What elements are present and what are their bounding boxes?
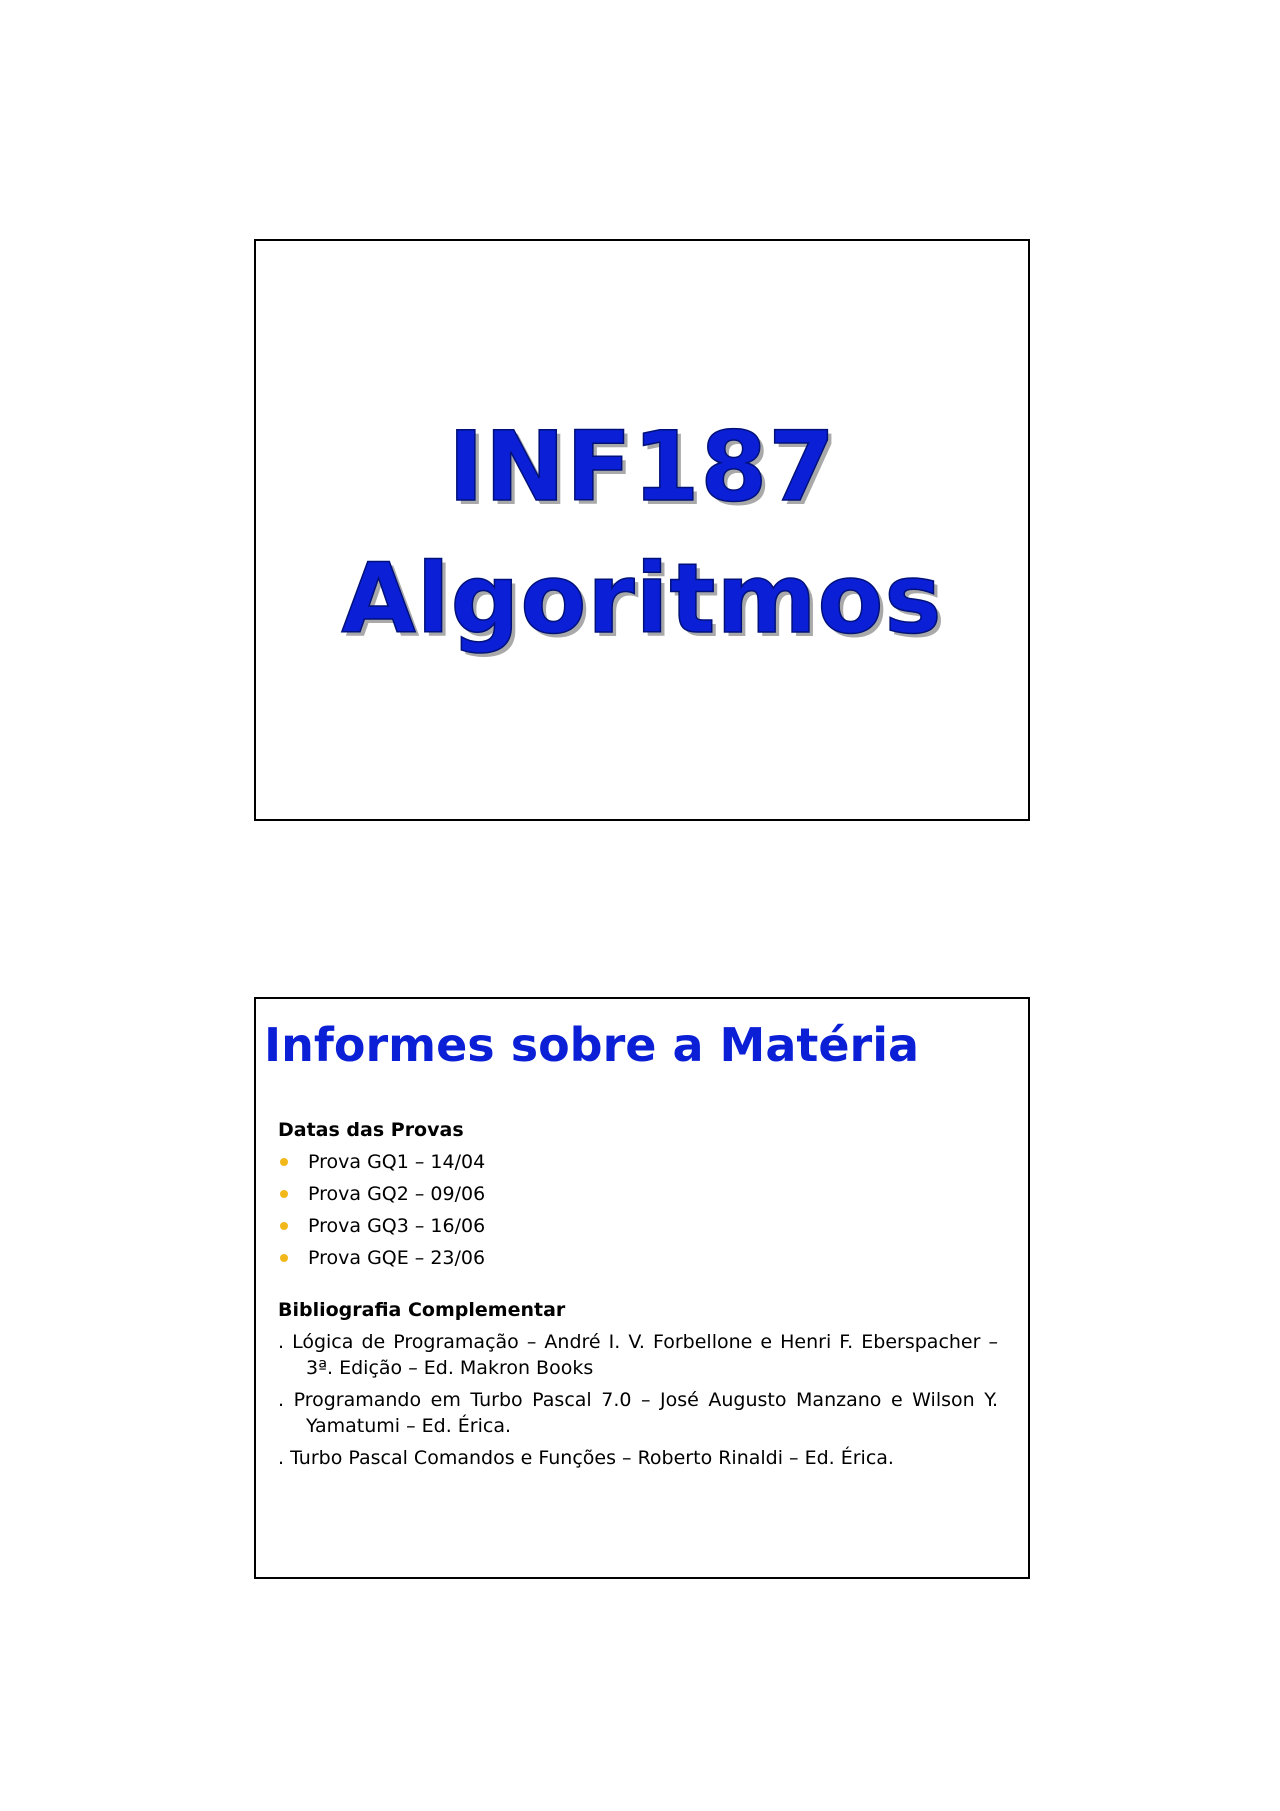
list-item [278, 1245, 998, 1271]
slide-title-page [254, 239, 1030, 821]
slide-content [278, 1117, 998, 1477]
bullet-dot-icon [280, 1158, 288, 1166]
exam-date-text: Prova GQ3 – 16/06 [308, 1215, 486, 1237]
list-item [278, 1181, 998, 1207]
list-item [278, 1149, 998, 1175]
bullet-dot-icon [280, 1254, 288, 1262]
course-code-title: INF187 [447, 411, 837, 523]
exam-dates-heading: Datas das Provas [278, 1119, 464, 1141]
slide-course-info [254, 997, 1030, 1579]
bibliography-item: . Turbo Pascal Comandos e Funções – Roberto Rinaldi – Ed. Érica. [278, 1447, 894, 1469]
slide-heading: Informes sobre a Matéria [264, 1018, 920, 1072]
exam-date-text: Prova GQ1 – 14/04 [308, 1151, 486, 1173]
list-item [278, 1213, 998, 1239]
exam-date-text: Prova GQ2 – 09/06 [308, 1183, 486, 1205]
bibliography-item: . Programando em Turbo Pascal 7.0 – José Augusto Manzano e Wilson Y. Yamatumi – Ed. Érica. [278, 1389, 998, 1437]
bibliography-item: . Lógica de Programação – André I. V. Forbellone e Henri F. Eberspacher – 3ª. Edição – Ed. Makron Books [278, 1331, 998, 1379]
bibliography-list [278, 1329, 998, 1471]
bibliography-heading: Bibliografia Complementar [278, 1299, 566, 1321]
exam-date-text: Prova GQE – 23/06 [308, 1247, 486, 1269]
course-name-title: Algoritmos [341, 543, 943, 655]
exam-dates-list [278, 1149, 998, 1271]
bullet-dot-icon [280, 1190, 288, 1198]
bullet-dot-icon [280, 1222, 288, 1230]
slide-title-block [256, 401, 1028, 665]
